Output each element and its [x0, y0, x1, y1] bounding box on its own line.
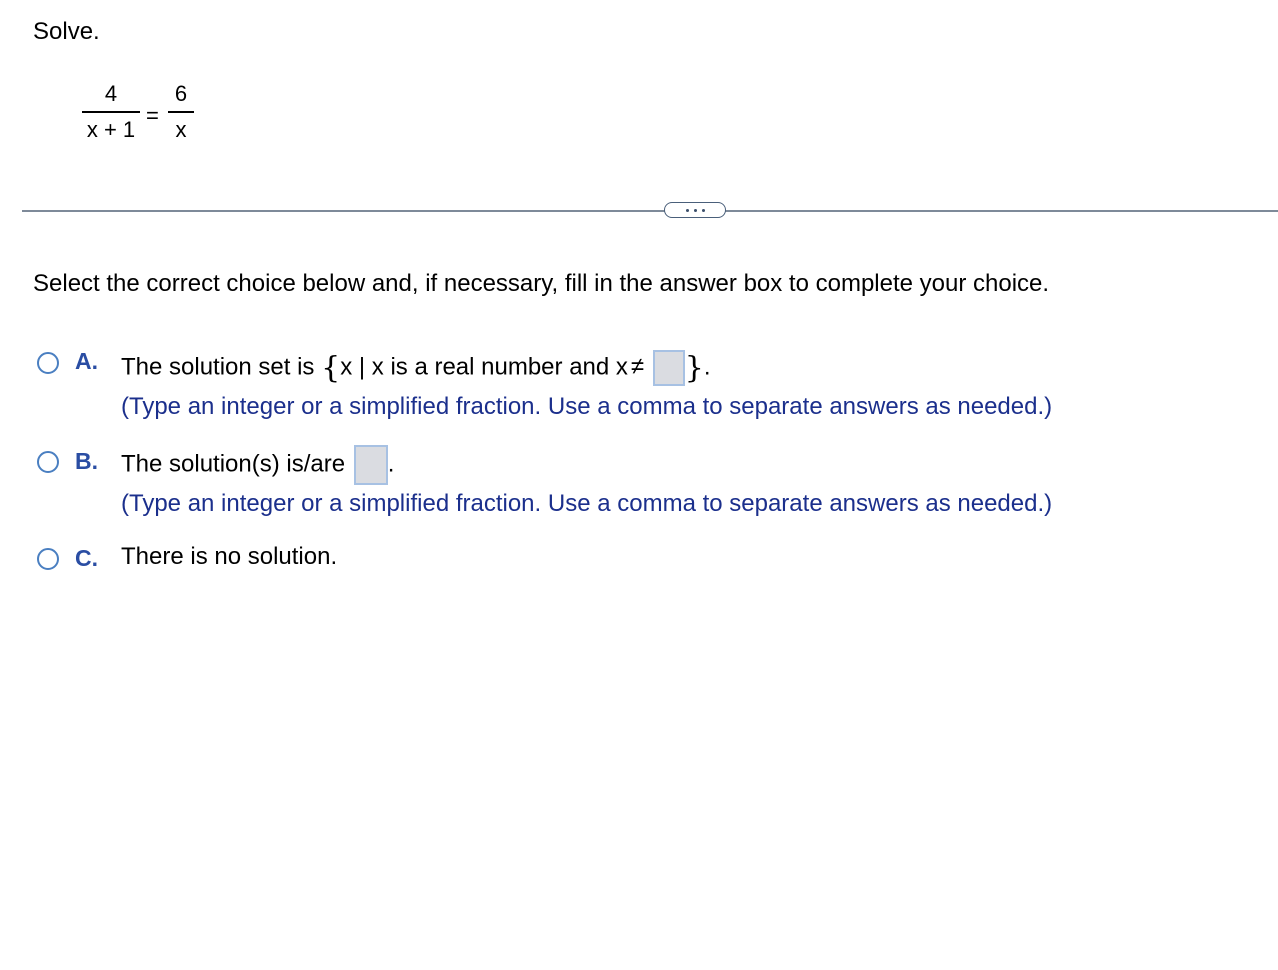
- instruction-text: Select the correct choice below and, if necessary, fill in the answer box to complete your choice.: [33, 270, 1050, 297]
- choice-b-text: [121, 445, 394, 485]
- left-numerator: 4: [104, 81, 118, 106]
- choice-c-letter: C.: [75, 545, 98, 571]
- ellipsis-dot: [694, 209, 697, 212]
- choice-a-answer-box[interactable]: [653, 350, 685, 386]
- period: .: [703, 353, 711, 381]
- left-fraction: [82, 81, 140, 143]
- brace-open: {: [321, 350, 341, 386]
- equals-sign: =: [146, 103, 159, 128]
- ellipsis-icon: [686, 209, 689, 212]
- right-numerator: 6: [174, 81, 188, 106]
- choice-a-hint: (Type an integer or a simplified fraction. Use a comma to separate answers as needed.): [121, 393, 1053, 420]
- fraction-bar: [82, 111, 140, 113]
- not-equal-sign: ≠: [630, 353, 645, 381]
- choice-a-text: [121, 350, 711, 386]
- ellipsis-dot: [702, 209, 705, 212]
- set-builder-text: x | x is a real number and x: [340, 353, 628, 381]
- period: .: [387, 450, 395, 478]
- section-divider: [22, 210, 1278, 212]
- choice-c-radio[interactable]: [37, 548, 59, 570]
- choice-a-prefix: The solution set is: [121, 353, 322, 381]
- choice-b-radio[interactable]: [37, 451, 59, 473]
- choice-c-text: There is no solution.: [121, 543, 338, 570]
- choice-b-answer-box[interactable]: [354, 445, 388, 485]
- choice-a-radio[interactable]: [37, 352, 59, 374]
- fraction-bar: [168, 111, 194, 113]
- left-denominator: x + 1: [86, 117, 136, 142]
- problem-prompt: Solve.: [33, 18, 100, 45]
- right-denominator: x: [175, 117, 187, 142]
- choice-a-letter: A.: [75, 348, 98, 374]
- right-fraction: [168, 81, 194, 143]
- brace-close: }: [684, 350, 704, 386]
- choice-b-letter: B.: [75, 448, 98, 474]
- choice-b-prefix: The solution(s) is/are: [121, 450, 352, 478]
- choice-b-hint: (Type an integer or a simplified fraction. Use a comma to separate answers as needed.): [121, 490, 1053, 517]
- more-options-button[interactable]: [664, 202, 726, 218]
